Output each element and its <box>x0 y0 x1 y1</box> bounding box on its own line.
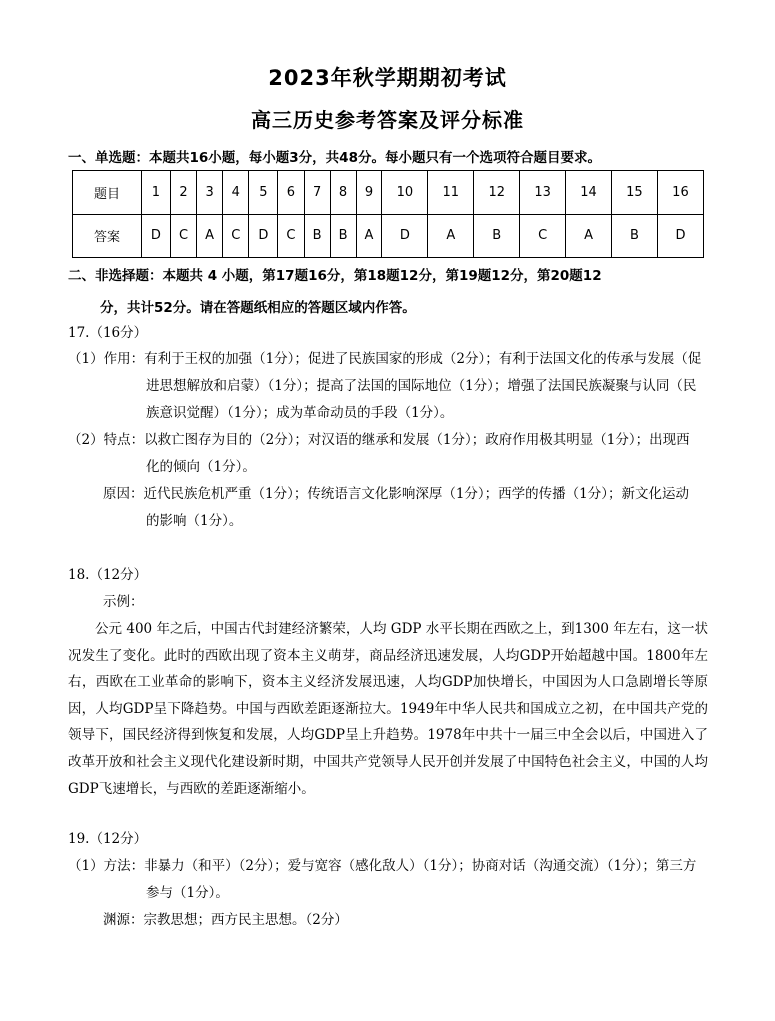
answer-cell: D <box>382 214 428 258</box>
number-cell: 6 <box>278 171 304 215</box>
page-subtitle: 高三历史参考答案及评分标准 <box>251 108 524 132</box>
row-label-number: 题目 <box>73 171 142 215</box>
q17-reason-line: 的影响（1分）。 <box>146 513 243 529</box>
number-cell: 10 <box>382 171 428 215</box>
number-cell: 11 <box>428 171 474 215</box>
q17-title: 17.（16分） <box>68 325 148 341</box>
q17-part2-line: 化的倾向（1分）。 <box>146 459 256 475</box>
number-cell: 8 <box>330 171 356 215</box>
q18-answer-paragraph: 公元 400 年之后，中国古代封建经济繁荣，人均 GDP 水平长期在西欧之上，到1300 年左右，这一状况发生了变化。此时的西欧出现了资本主义萌芽，商品经济迅速发展，人均GDP开始超越中国。1800年左右，西欧在工业革命的影响下，资本主义经济发展迅速，人均GDP加快增长，中国因为人口急剧增长等原因，人均GDP呈下降趋势。中国与西欧差距逐渐拉大。1949年中华人民共和国成立之初，在中国共产党的领导下，国民经济得到恢复和发展，人均GDP呈上升趋势。1978年中共十一届三中全会以后，中国进入了改革开放和社会主义现代化建设新时期，中国共产党领导人民开创并发展了中国特色社会主义，中国的人均GDP飞速增长，与西欧的差距逐渐缩小。 <box>68 621 708 797</box>
number-cell: 15 <box>611 171 657 215</box>
answer-cell: B <box>611 214 657 258</box>
number-cell: 5 <box>249 171 278 215</box>
row-label-answer: 答案 <box>73 214 142 258</box>
q17-part1-line: （1）作用：有利于王权的加强（1分）；促进了民族国家的形成（2分）；有利于法国文化的传承与发展（促 <box>68 351 702 367</box>
number-cell: 2 <box>170 171 196 215</box>
answer-cell: D <box>657 214 703 258</box>
answer-cell: A <box>566 214 612 258</box>
page-title: 2023年秋学期期初考试 <box>268 66 507 90</box>
answer-cell: B <box>304 214 330 258</box>
number-cell: 3 <box>197 171 223 215</box>
number-cell: 16 <box>657 171 703 215</box>
answer-cell: C <box>278 214 304 258</box>
section1-heading: 一、单选题：本题共16小题，每小题3分，共48分。每小题只有一个选项符合题目要求。 <box>68 150 601 166</box>
q18-title: 18.（12分） <box>68 567 148 583</box>
answer-cell: A <box>428 214 474 258</box>
q19-part1-line: （1）方法：非暴力（和平）（2分）；爱与宽容（感化敌人）（1分）；协商对话（沟通交流）（1分）；第三方 <box>68 858 697 874</box>
answer-cell: B <box>330 214 356 258</box>
answer-cell: B <box>474 214 520 258</box>
q19-origin-line: 渊源：宗教思想；西方民主思想。（2分） <box>103 912 348 928</box>
answer-cell: D <box>142 214 171 258</box>
answer-cell: A <box>197 214 223 258</box>
number-cell: 13 <box>520 171 566 215</box>
number-cell: 1 <box>142 171 171 215</box>
number-cell: 7 <box>304 171 330 215</box>
q19-part1-line: 参与（1分）。 <box>146 885 229 901</box>
section2-heading: 二、非选择题：本题共 4 小题，第17题16分，第18题12分，第19题12分，第20题12 <box>68 268 602 284</box>
table-row-answers <box>73 214 704 258</box>
q18-example-label: 示例： <box>103 594 144 610</box>
q19-title: 19.（12分） <box>68 831 148 847</box>
number-cell: 4 <box>223 171 249 215</box>
answer-cell: C <box>223 214 249 258</box>
answer-cell: C <box>520 214 566 258</box>
number-cell: 14 <box>566 171 612 215</box>
answer-cell: C <box>170 214 196 258</box>
answer-cell: A <box>356 214 382 258</box>
q17-part1-line: 进思想解放和启蒙）（1分）；提高了法国的国际地位（1分）；增强了法国民族凝聚与认同（民 <box>146 378 697 394</box>
q17-reason-line: 原因：近代民族危机严重（1分）；传统语言文化影响深厚（1分）；西学的传播（1分）；新文化运动 <box>103 486 690 502</box>
table-row-numbers <box>73 171 704 215</box>
q17-part2-line: （2）特点：以救亡图存为目的（2分）；对汉语的继承和发展（1分）；政府作用极其明显（1分）；出现西 <box>68 432 690 448</box>
q17-part1-line: 族意识觉醒）（1分）；成为革命动员的手段（1分）。 <box>146 405 454 421</box>
number-cell: 9 <box>356 171 382 215</box>
number-cell: 12 <box>474 171 520 215</box>
section2-heading-cont: 分，共计52分。请在答题纸相应的答题区域内作答。 <box>100 300 416 316</box>
answer-cell: D <box>249 214 278 258</box>
answer-table <box>72 170 704 258</box>
